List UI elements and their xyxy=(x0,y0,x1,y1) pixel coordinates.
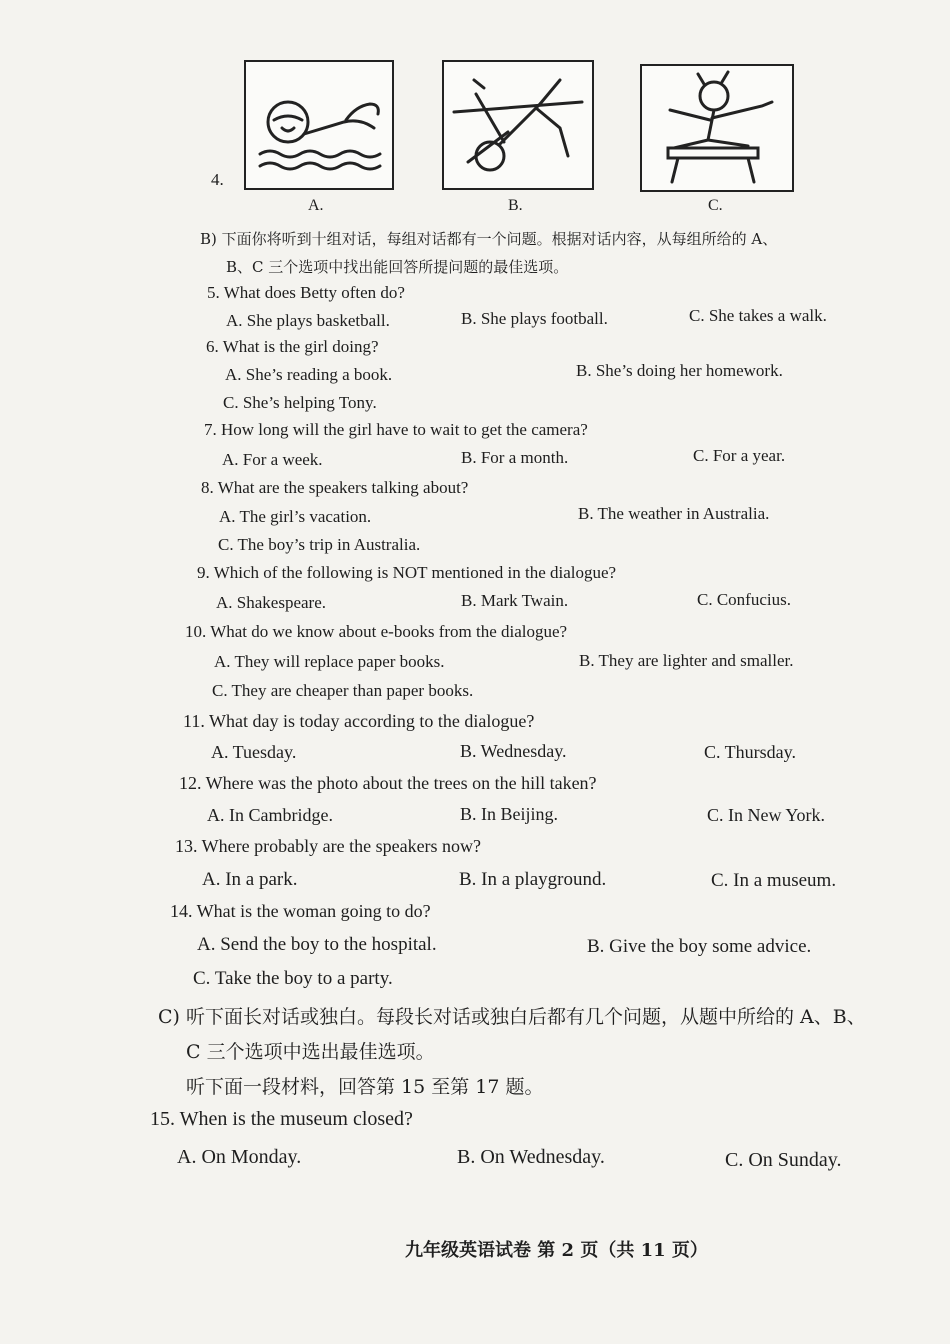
q8-option-c[interactable]: C. The boy’s trip in Australia. xyxy=(218,535,421,554)
question-10: 10. What do we know about e-books from the dialogue? xyxy=(185,622,568,641)
q4-option-a[interactable]: A. xyxy=(308,197,324,214)
q4-option-c[interactable]: C. xyxy=(708,197,723,214)
question-11: 11. What day is today according to the dialogue? xyxy=(183,711,535,731)
page-footer: 九年级英语试卷 第 2 页（共 11 页） xyxy=(405,1240,708,1261)
q10-option-a[interactable]: A. They will replace paper books. xyxy=(214,652,445,671)
q5-option-c[interactable]: C. She takes a walk. xyxy=(689,306,827,325)
q12-option-a[interactable]: A. In Cambridge. xyxy=(207,805,333,825)
q4-picture-a xyxy=(244,60,394,190)
q4-option-b[interactable]: B. xyxy=(508,197,523,214)
q4-number: 4. xyxy=(211,170,224,189)
q13-option-b[interactable]: B. In a playground. xyxy=(459,869,607,890)
q6-option-c[interactable]: C. She’s helping Tony. xyxy=(223,393,377,412)
q15-option-a[interactable]: A. On Monday. xyxy=(177,1146,302,1168)
question-6: 6. What is the girl doing? xyxy=(206,337,379,356)
q7-option-b[interactable]: B. For a month. xyxy=(461,448,569,467)
section-b-instruction-1: B) 下面你将听到十组对话，每组对话都有一个问题。根据对话内容，从每组所给的 A、 xyxy=(200,230,778,248)
q5-option-b[interactable]: B. She plays football. xyxy=(461,309,608,328)
q8-option-a[interactable]: A. The girl’s vacation. xyxy=(219,507,372,526)
q14-option-c[interactable]: C. Take the boy to a party. xyxy=(193,968,393,989)
question-14: 14. What is the woman going to do? xyxy=(170,901,431,921)
question-8: 8. What are the speakers talking about? xyxy=(201,478,469,497)
q4-picture-c xyxy=(640,64,794,192)
q14-option-b[interactable]: B. Give the boy some advice. xyxy=(587,936,812,957)
q5-option-a[interactable]: A. She plays basketball. xyxy=(226,311,390,330)
question-15: 15. When is the museum closed? xyxy=(150,1108,413,1130)
q12-option-b[interactable]: B. In Beijing. xyxy=(460,804,558,824)
section-c-instruction-3: 听下面一段材料，回答第 15 至第 17 题。 xyxy=(186,1076,544,1098)
hurdles-icon xyxy=(642,66,792,190)
q11-option-c[interactable]: C. Thursday. xyxy=(704,742,796,762)
q11-option-a[interactable]: A. Tuesday. xyxy=(211,742,297,762)
q6-option-b[interactable]: B. She’s doing her homework. xyxy=(576,361,783,380)
q11-option-b[interactable]: B. Wednesday. xyxy=(460,741,567,761)
q4-picture-b xyxy=(442,60,594,190)
question-5: 5. What does Betty often do? xyxy=(207,283,405,302)
q7-option-c[interactable]: C. For a year. xyxy=(693,446,786,465)
section-b-instruction-2: B、C 三个选项中找出能回答所提问题的最佳选项。 xyxy=(226,258,569,276)
question-7: 7. How long will the girl have to wait to get the camera? xyxy=(204,420,588,439)
q8-option-b[interactable]: B. The weather in Australia. xyxy=(578,504,770,523)
section-c-instruction-1: C) 听下面长对话或独白。每段长对话或独白后都有几个问题，从题中所给的 A、B、 xyxy=(158,1006,866,1028)
q7-option-a[interactable]: A. For a week. xyxy=(222,450,323,469)
q13-option-a[interactable]: A. In a park. xyxy=(202,869,298,890)
question-13: 13. Where probably are the speakers now? xyxy=(175,836,482,856)
high-jump-icon xyxy=(444,62,592,188)
question-9: 9. Which of the following is NOT mentioned in the dialogue? xyxy=(197,563,617,582)
q15-option-b[interactable]: B. On Wednesday. xyxy=(457,1146,605,1168)
q6-option-a[interactable]: A. She’s reading a book. xyxy=(225,365,393,384)
q12-option-c[interactable]: C. In New York. xyxy=(707,805,826,825)
q9-option-c[interactable]: C. Confucius. xyxy=(697,590,791,609)
q10-option-b[interactable]: B. They are lighter and smaller. xyxy=(579,651,794,670)
q15-option-c[interactable]: C. On Sunday. xyxy=(725,1149,842,1171)
question-12: 12. Where was the photo about the trees on the hill taken? xyxy=(179,773,597,793)
q9-option-a[interactable]: A. Shakespeare. xyxy=(216,593,326,612)
q13-option-c[interactable]: C. In a museum. xyxy=(711,870,837,891)
q9-option-b[interactable]: B. Mark Twain. xyxy=(461,591,569,610)
section-c-instruction-2: C 三个选项中选出最佳选项。 xyxy=(186,1041,435,1063)
swimming-icon xyxy=(246,62,392,188)
q14-option-a[interactable]: A. Send the boy to the hospital. xyxy=(197,934,437,955)
q10-option-c[interactable]: C. They are cheaper than paper books. xyxy=(212,681,474,700)
